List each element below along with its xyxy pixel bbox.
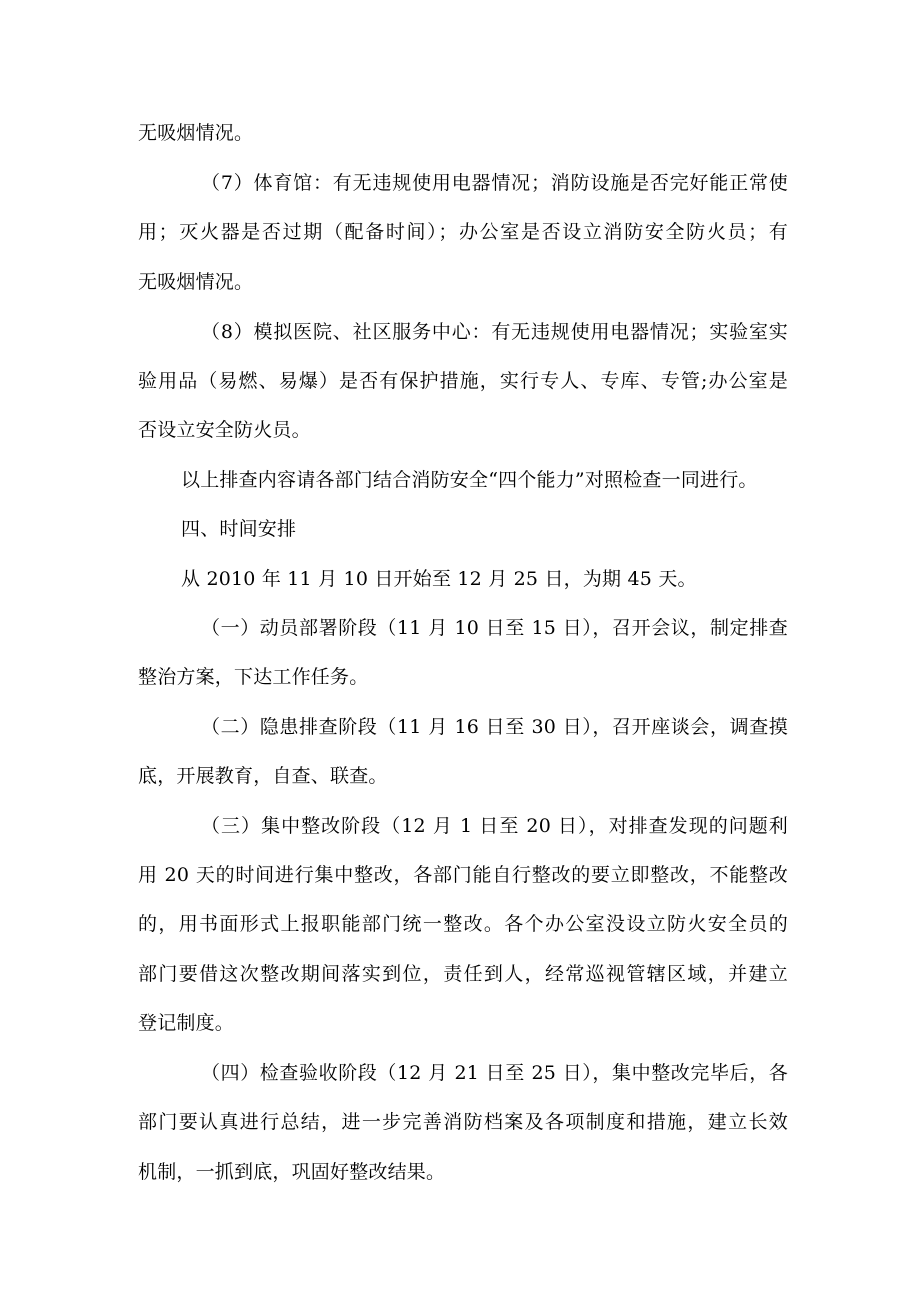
text-line: 登记制度。 — [138, 1012, 235, 1034]
text-line: 验用品（易燃、易爆）是否有保护措施，实行专人、专库、专管;办公室是 — [138, 370, 788, 392]
text-line: 的，用书面形式上报职能部门统一整改。各个办公室没设立防火安全员的 — [138, 913, 788, 935]
text-line: 无吸烟情况。 — [138, 271, 254, 293]
text-line: 机制，一抓到底，巩固好整改结果。 — [138, 1161, 446, 1183]
text-line: （三）集中整改阶段（12 月 1 日至 20 日），对排查发现的问题利 — [201, 815, 788, 837]
text-line: 用 20 天的时间进行集中整改，各部门能自行整改的要立即整改，不能整改 — [138, 864, 788, 886]
text-line: 否设立安全防火员。 — [138, 419, 311, 441]
text-line: 无吸烟情况。 — [138, 122, 254, 144]
text-line: （二）隐患排查阶段（11 月 16 日至 30 日），召开座谈会，调查摸 — [201, 716, 788, 738]
text-line: 用；灭火器是否过期（配备时间）；办公室是否设立消防安全防火员；有 — [138, 221, 788, 243]
text-line: 从 2010 年 11 月 10 日开始至 12 月 25 日，为期 45 天。 — [181, 568, 697, 590]
section-heading: 四、时间安排 — [181, 518, 297, 540]
text-line: （8）模拟医院、社区服务中心：有无违规使用电器情况；实验室实 — [201, 321, 788, 343]
text-line: （四）检查验收阶段（12 月 21 日至 25 日），集中整改完毕后，各 — [201, 1062, 788, 1084]
text-line: 底，开展教育，自查、联查。 — [138, 765, 388, 787]
text-line: （7）体育馆：有无违规使用电器情况；消防设施是否完好能正常使 — [201, 172, 788, 194]
text-line: （一）动员部署阶段（11 月 10 日至 15 日），召开会议，制定排查 — [201, 617, 788, 639]
text-line: 部门要认真进行总结，进一步完善消防档案及各项制度和措施，建立长效 — [138, 1111, 788, 1133]
text-line: 部门要借这次整改期间落实到位，责任到人，经常巡视管辖区域，并建立 — [138, 963, 788, 985]
text-line: 整治方案，下达工作任务。 — [138, 666, 369, 688]
text-line: 以上排查内容请各部门结合消防安全“四个能力”对照检查一同进行。 — [181, 469, 758, 491]
